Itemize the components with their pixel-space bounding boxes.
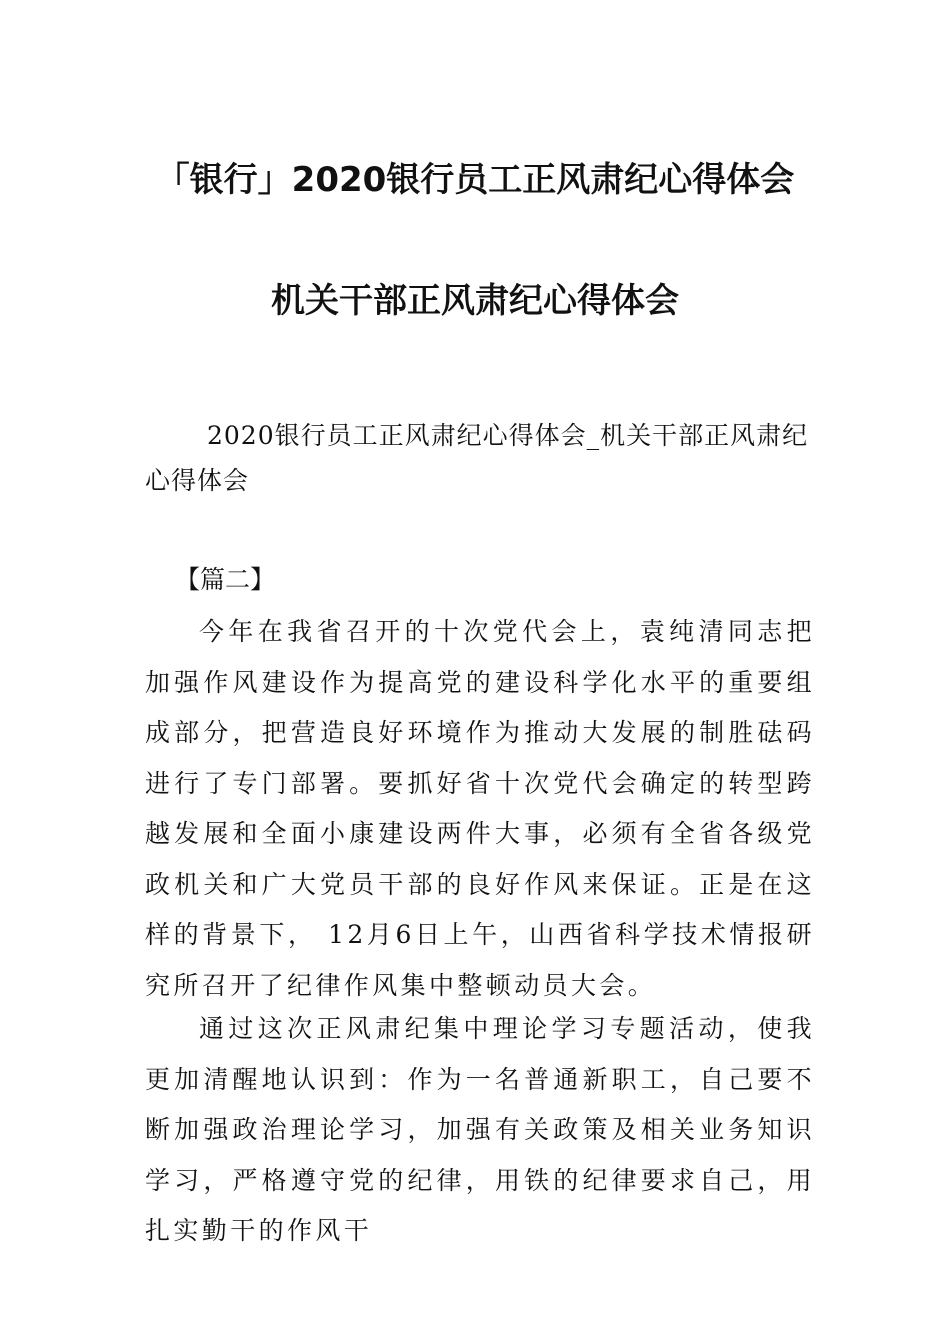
section-label: 【篇二】 [175,565,276,594]
body-paragraph: 通过这次正风肃纪集中理论学习专题活动，使我更加清醒地认识到：作为一名普通新职工，自己要不断加强政治理论学习，加强有关政策及相关业务知识学习，严格遵守党的纪律，用铁的纪律要求自己，用扎实勤干的作风干 [145,1014,815,1245]
document-title-secondary: 机关干部正风肃纪心得体会 [271,281,679,321]
body-paragraph: 今年在我省召开的十次党代会上，袁纯清同志把加强作风建设作为提高党的建设科学化水平的重要组成部分，把营造良好环境作为推动大发展的制胜砝码进行了专门部署。要抓好省十次党代会确定的转型跨越发展和全面小康建设两件大事，必须有全省各级党政机关和广大党员干部的良好作风来保证。正是在这样的背景下， 12月6日上午，山西省科学技术情报研究所召开了纪律作风集中整顿动员大会。 [145,617,815,1000]
document-title: 「银行」2020银行员工正风肃纪心得体会 [155,160,795,200]
document-subtitle: 2020银行员工正风肃纪心得体会_机关干部正风肃纪心得体会 [145,421,809,495]
